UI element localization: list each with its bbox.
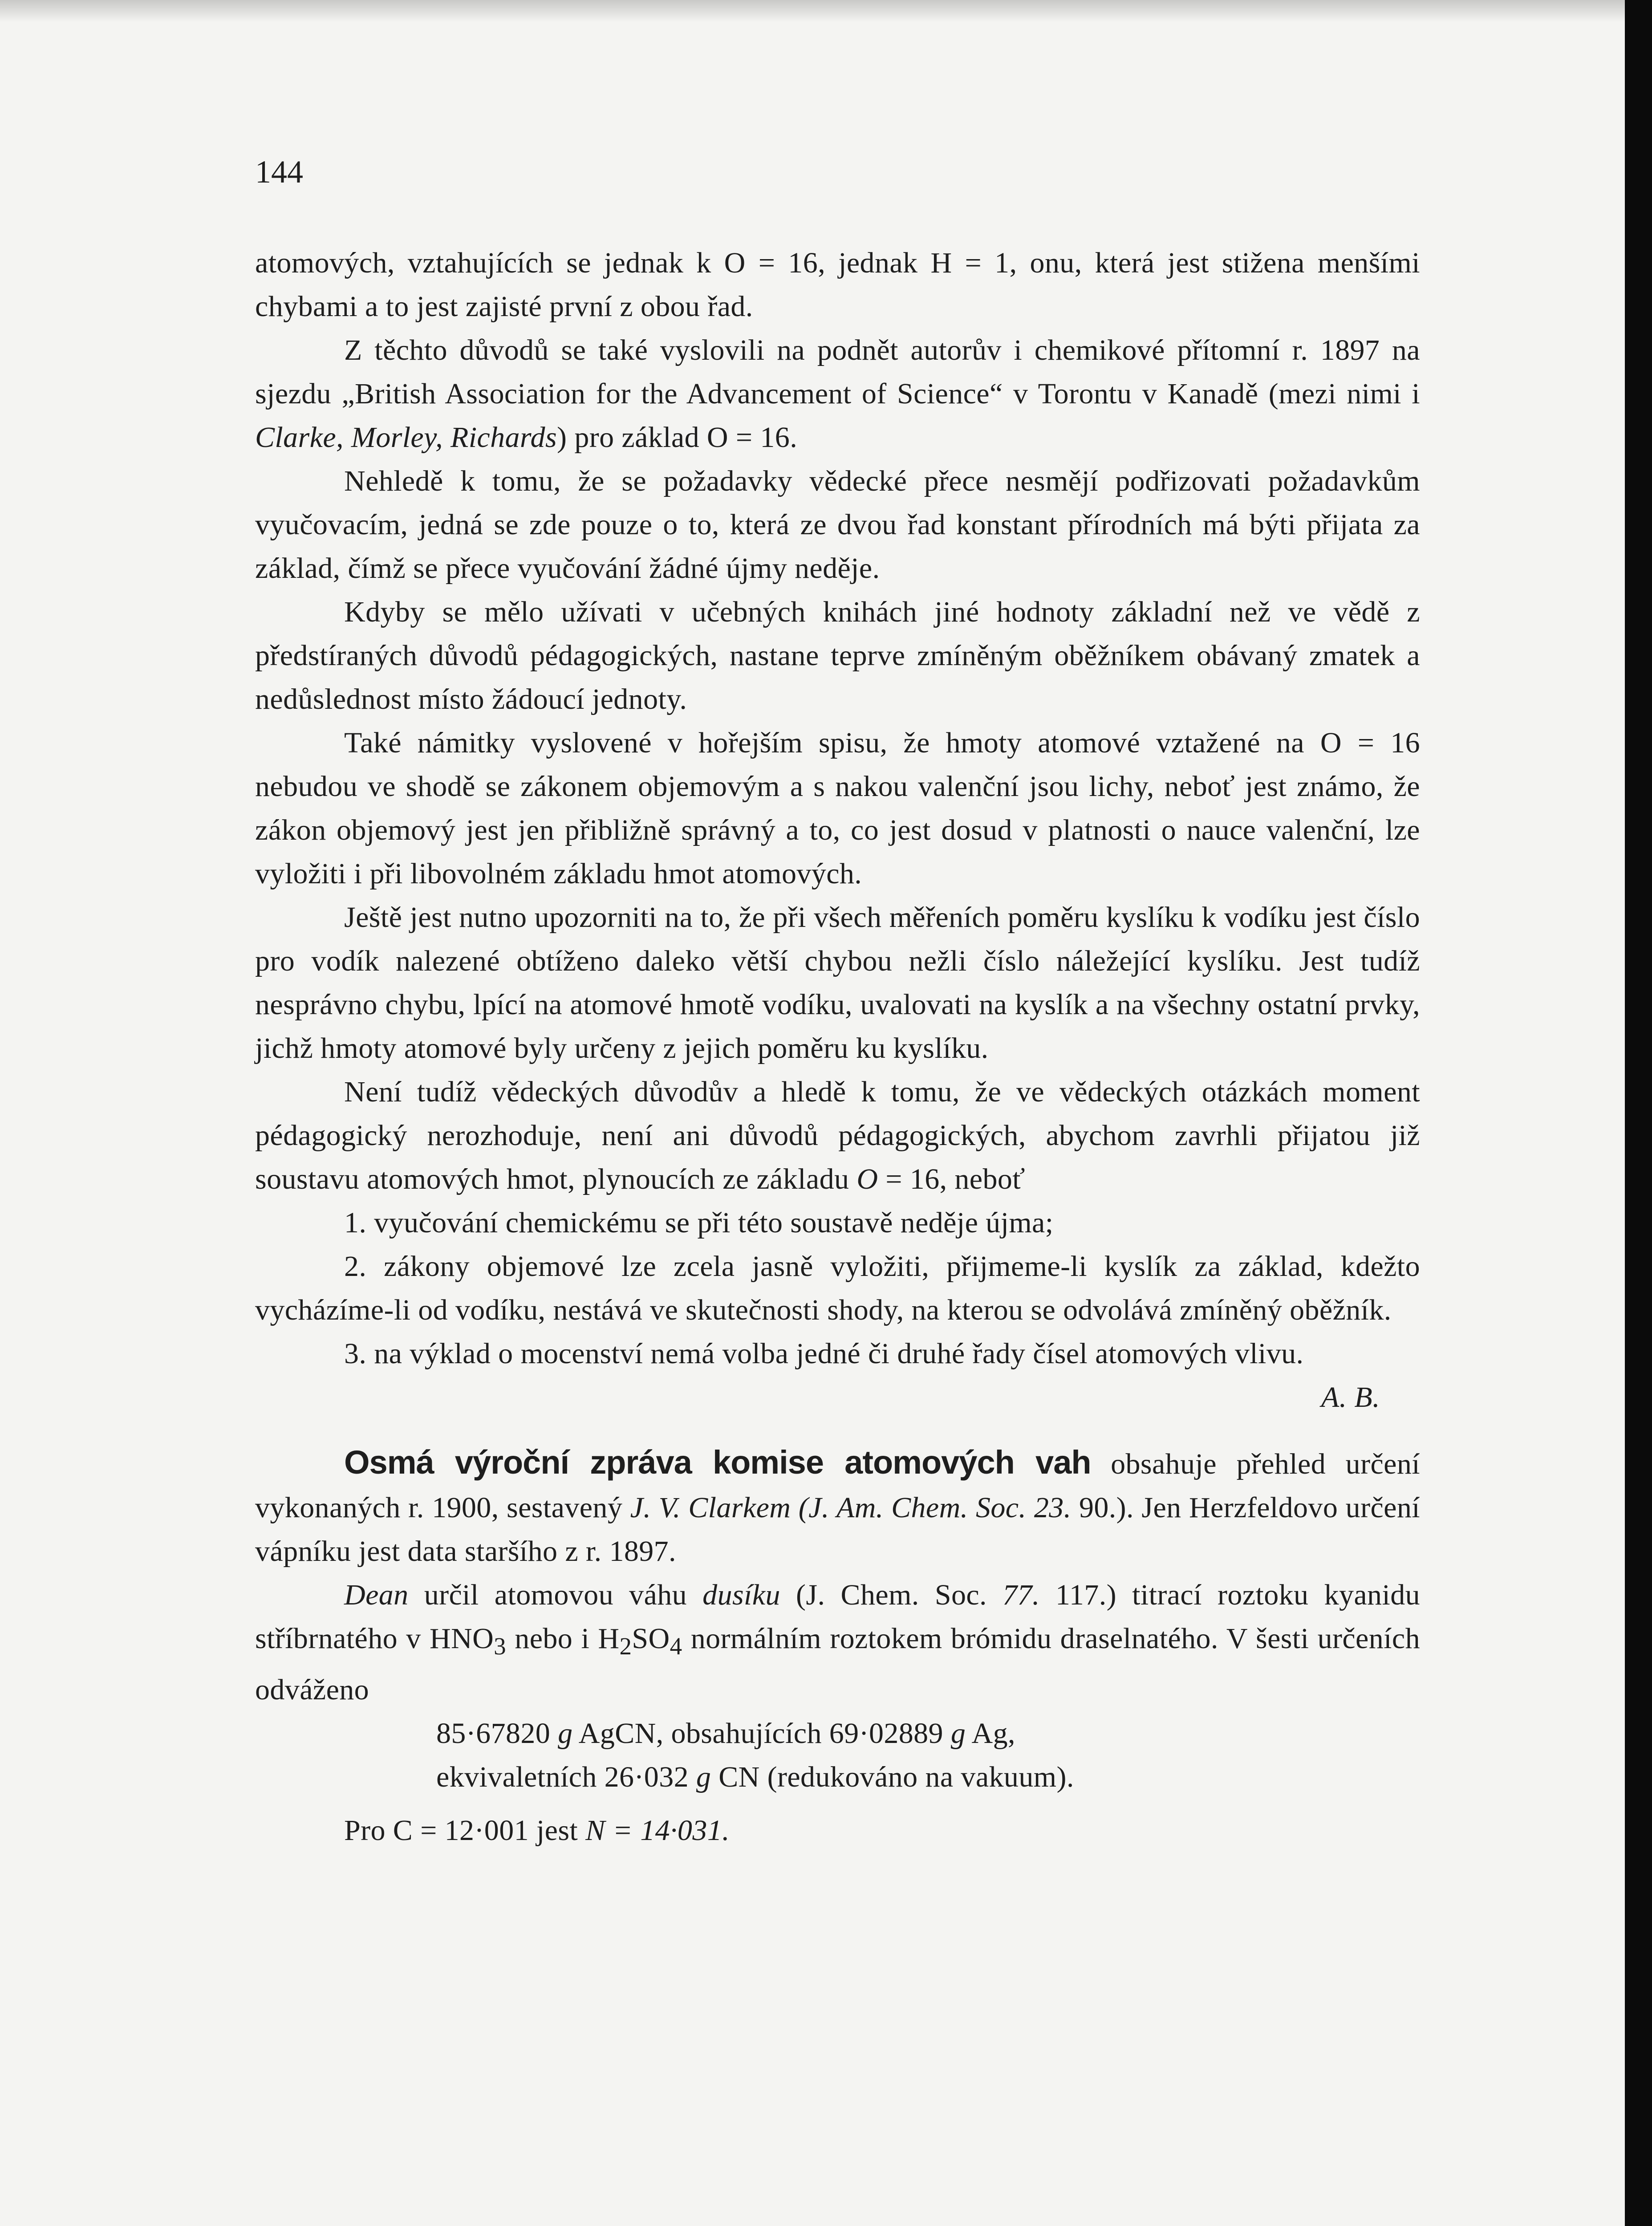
section-divider xyxy=(255,1419,1420,1441)
scan-top-shadow xyxy=(0,0,1625,22)
list-item-2: 2. zákony objemové lze zcela jasně vyložiti, přijmeme-li kyslík za základ, kdežto vycházíme-li od vodíku, nestává ve skutečnosti shody, na kterou se odvolává zmíněný oběžník. xyxy=(255,1250,1420,1326)
measurement-line-1: 85·67820 g AgCN, obsahujících 69·02889 g Ag, xyxy=(436,1717,1015,1750)
paragraph-2: Z těchto důvodů se také vyslovili na podnět autorův i chemikové přítomní r. 1897 na sjezdu „British Association for the Advancement of Science“ v Torontu v Kanadě (mezi nimi i Clarke, Morley, Richards) pro základ O = 16. xyxy=(255,334,1420,454)
signature-line xyxy=(255,1376,1420,1419)
author-signature: A. B. xyxy=(1321,1381,1380,1414)
scan-right-edge xyxy=(1625,0,1652,2226)
cited-authors: Clarke, Morley, Richards xyxy=(255,421,557,454)
section-paragraph-2: Dean určil atomovou váhu dusíku (J. Chem. Soc. 77. 117.) titrací roztoku kyanidu stříbrnatého v $HNO_3$ nebo i $H_2SO_4$ normálním roztokem brómidu draselnatého. V šesti určeních odváženo xyxy=(255,1579,1420,1706)
result-line: Pro C = 12·001 jest N = 14·031. xyxy=(344,1814,730,1847)
measurement-line-2: ekvivaletních 26·032 g CN (redukováno na vakuum). xyxy=(436,1761,1074,1794)
list-item-1: 1. vyučování chemickému se při této soustavě neděje újma; xyxy=(344,1206,1054,1239)
paragraph-5: Také námitky vyslovené v hořejším spisu, že hmoty atomové vztažené na O = 16 nebudou ve shodě se zákonem objemovým a s nakou valenční jsou lichy, neboť jest známo, že zákon objemový jest jen přibližně správný a to, co jest dosud v platnosti o nauce valenční, lze vyložiti i při libovolném základu hmot atomových. xyxy=(255,727,1420,890)
paragraph-6: Ještě jest nutno upozorniti na to, že při všech měřeních poměru kyslíku k vodíku jest číslo pro vodík nalezené obtíženo daleko větší chybou nežli číslo náležející kyslíku. Jest tudíž nesprávno chybu, lpící na atomové hmotě vodíku, uvalovati na kyslík a na všechny ostatní prvky, jichž hmoty atomové byly určeny z jejich poměru ku kyslíku. xyxy=(255,901,1420,1064)
section-heading: Osmá výroční zpráva komise atomových vah xyxy=(344,1444,1091,1481)
page-number: 144 xyxy=(255,154,303,190)
measurement-data xyxy=(436,1712,1420,1799)
paragraph-4: Kdyby se mělo užívati v učebných knihách jiné hodnoty základní než ve vědě z předstíraných důvodů pédagogických, nastane teprve zmíněným oběžníkem obávaný zmatek a nedůslednost místo žádoucí jednoty. xyxy=(255,596,1420,715)
paragraph-3: Nehledě k tomu, že se požadavky vědecké přece nesmějí podřizovati požadavkům vyučovacím, jedná se zde pouze o to, která ze dvou řad konstant přírodních má býti přijata za základ, čímž se přece vyučování žádné újmy neděje. xyxy=(255,465,1420,585)
paragraph-7: Není tudíž vědeckých důvodův a hledě k tomu, že ve vědeckých otázkách moment pédagogický nerozhoduje, není ani důvodů pédagogických, abychom zavrhli přijatou již soustavu atomových hmot, plynoucích ze základu O = 16, neboť xyxy=(255,1076,1420,1195)
section-paragraph-1: Osmá výroční zpráva komise atomových vah obsahuje přehled určení vykonaných r. 1900, sestavený J. V. Clarkem (J. Am. Chem. Soc. 23. 90.). Jen Herzfeldovo určení vápníku jest data staršího z r. 1897. xyxy=(255,1444,1420,1568)
list-item-3: 3. na výklad o mocenství nemá volba jedné či druhé řady čísel atomových vlivu. xyxy=(344,1337,1304,1370)
paragraph-1: atomových, vztahujících se jednak k O = 16, jednak H = 1, onu, která jest stižena menšími chybami a to jest zajisté první z obou řad. xyxy=(255,247,1420,323)
article-body xyxy=(255,241,1420,1852)
